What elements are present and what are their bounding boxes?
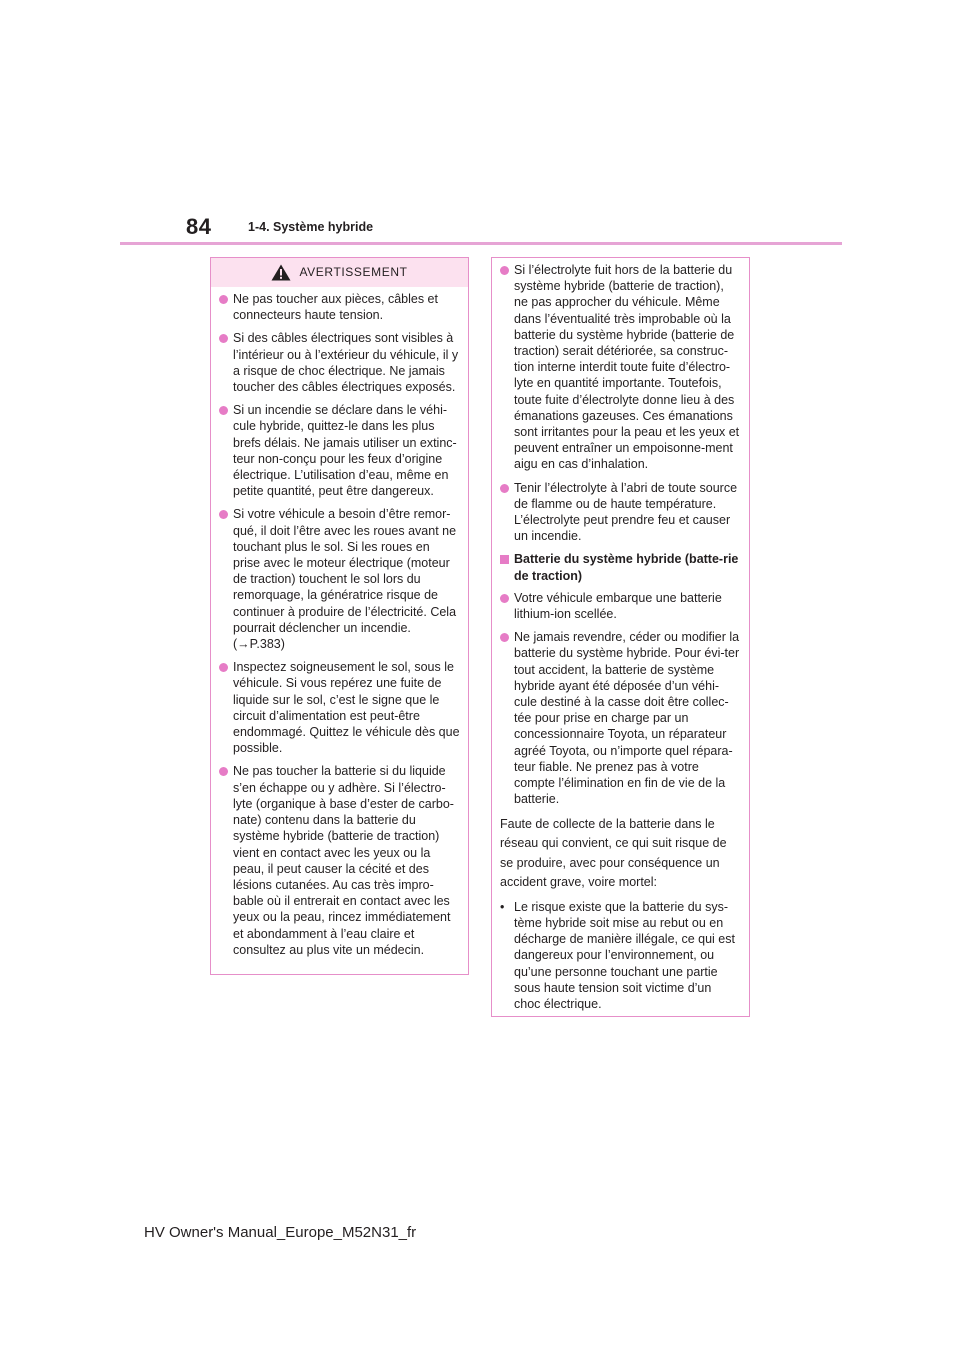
section-title: 1-4. Système hybride <box>248 220 374 234</box>
footer-text: HV Owner's Manual_Europe_M52N31_fr <box>144 1224 417 1241</box>
warning-header <box>211 258 468 287</box>
list-item: Si l’électrolyte fuit hors de la batterie du système hybride (batterie de traction), ne pas approcher du véhicule. Même dans l’éventualité très improbable où la batterie du système hybride (batterie de traction) serait détériorée, sa construc-tion interne interdit toute fuite d’électro-lyte en quantité importante. Toutefois, toute fuite d’électrolyte donne lieu à des émanations gazeuses. Ces émanations sont irritantes pour la peau et les yeux et peuvent entraîner un empoisonne-ment aigu en cas d’inhalation. <box>500 262 741 473</box>
bullet-icon <box>500 484 509 493</box>
list-item: Votre véhicule embarque une batterie lithium-ion scellée. <box>500 590 741 622</box>
subsection-heading: Batterie du système hybride (batte-rie de traction) <box>500 551 741 583</box>
list-item: Si un incendie se déclare dans le véhi-cule hybride, quittez-le dans les plus brefs délais. Ne jamais utiliser un extinc-teur non-conçu pour les feux d’origine électrique. L’utilisation d’eau, même en petite quantité, peut être dangereux. <box>219 402 460 499</box>
list-item: Ne jamais revendre, céder ou modifier la batterie du système hybride. Pour évi-ter tout accident, la batterie de système hybride ayant été déposée d’un véhi-cule destiné à la casse doit être collec-tée pour prise en charge par un concessionnaire Toyota, un réparateur agréé Toyota, ou n’importe quel répara-teur fiable. Ne prenez pas à votre compte l’élimination en fin de vie de la batterie. <box>500 629 741 807</box>
bullet-icon <box>219 510 228 519</box>
warning-title: AVERTISSEMENT <box>299 265 408 280</box>
bullet-icon <box>219 663 228 672</box>
bullet-icon <box>500 633 509 642</box>
header-rule <box>120 242 842 245</box>
bullet-icon <box>219 295 228 304</box>
square-bullet-icon <box>500 555 509 564</box>
bullet-icon <box>219 767 228 776</box>
warning-triangle-icon <box>271 264 291 281</box>
info-box <box>491 257 750 1017</box>
page-number: 84 <box>186 214 212 239</box>
paragraph: Faute de collecte de la batterie dans le réseau qui convient, ce qui suit risque de se produire, avec pour conséquence un accident grave, voire mortel: <box>500 816 727 890</box>
list-item: • Le risque existe que la batterie du sys-tème hybride soit mise au rebut ou en décharge de manière illégale, ce qui est dangereux pour l’environnement, ou qu’une personne touchant une partie sous haute tension soit victime d’un choc électrique. <box>500 899 735 1012</box>
list-item: Ne pas toucher la batterie si du liquide s’en échappe ou y adhère. Si l’électro-lyte (organique à base d’ester de carbo-nate) contenu dans la batterie du système hybride (batterie de traction) vient en contact avec les yeux ou la peau, il peut causer la cécité et des lésions cutanées. Au cas très impro-bable où il entrerait en contact avec les yeux ou la peau, rincez immédiatement et abondamment à l’eau claire et consultez au plus vite un médecin. <box>219 763 460 957</box>
bullet-icon <box>219 406 228 415</box>
warning-list <box>211 287 468 958</box>
bullet-icon <box>500 594 509 603</box>
bullet-icon <box>219 334 228 343</box>
list-item: Tenir l’électrolyte à l’abri de toute source de flamme ou de haute température. L’électrolyte peut prendre feu et causer un incendie. <box>500 480 741 545</box>
list-item: Si votre véhicule a besoin d’être remor-qué, il doit l’être avec les roues avant ne touchant plus le sol. Si les roues en prise avec le moteur électrique (moteur de traction) touchent le sol lors du remorquage, la génératrice risque de continuer à produire de l’électricité. Cela pourrait déclencher un incendie. (→P.383) <box>219 506 460 652</box>
dash-bullet-icon: • <box>500 899 505 914</box>
bullet-icon <box>500 266 509 275</box>
list-item: Ne pas toucher aux pièces, câbles et connecteurs haute tension. <box>219 291 460 323</box>
list-item: Si des câbles électriques sont visibles à l’intérieur ou à l’extérieur du véhicule, il y a risque de choc électrique. Ne jamais toucher des câbles électriques exposés. <box>219 330 460 395</box>
warning-box <box>210 257 469 975</box>
list-item: Inspectez soigneusement le sol, sous le véhicule. Si vous repérez une fuite de liquide sur le sol, c’est le signe que le circuit d’alimentation est peut-être endommagé. Quittez le véhicule dès que possible. <box>219 659 460 756</box>
